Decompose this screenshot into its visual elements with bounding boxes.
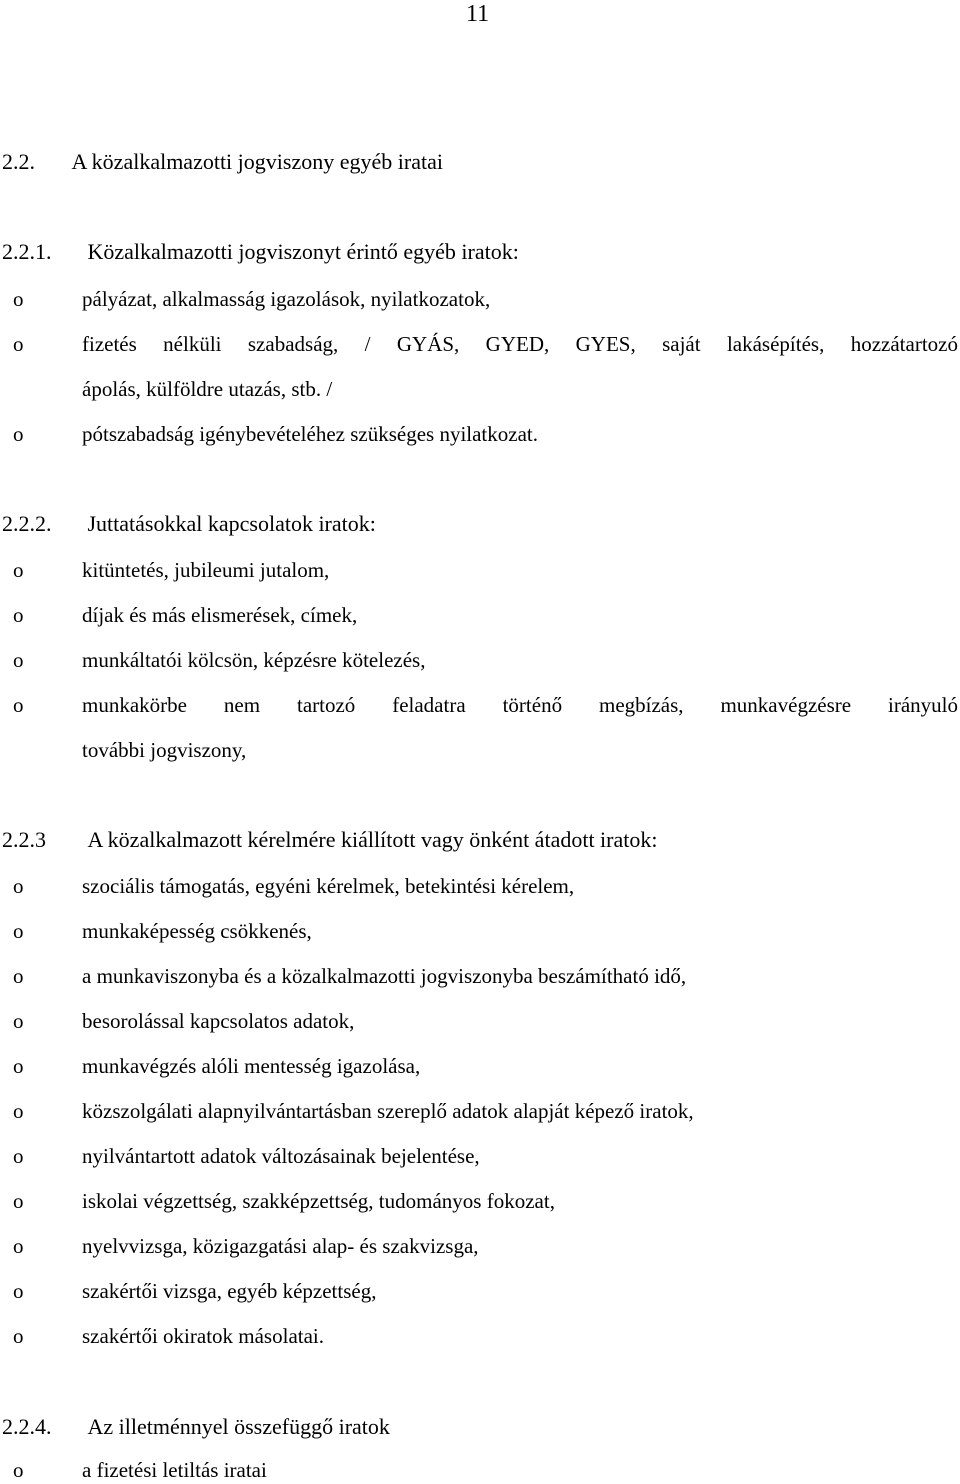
list-item [2,962,960,990]
list-item-text: munkakörbe nem tartozó feladatra történő megbízás, munkavégzésre irányuló [82,693,958,717]
list-item-text: kitüntetés, jubileumi jutalom, [82,558,330,582]
bullet-icon: o [13,693,24,717]
list-item [2,1322,960,1350]
list-item [2,1277,960,1305]
bullet-icon: o [13,648,24,672]
subsection-title: Juttatásokkal kapcsolatok iratok: [87,511,376,536]
list-item-text: munkavégzés alóli mentesség igazolása, [82,1054,421,1078]
list-item-text: munkaképesség csökkenés, [82,919,312,943]
subsection-heading-1 [2,238,519,266]
subsection-number: 2.2.2. [2,511,52,536]
list-item-text: szakértői vizsga, egyéb képzettség, [82,1279,377,1303]
list-item-text: szociális támogatás, egyéni kérelmek, betekintési kérelem, [82,874,575,898]
list-item [2,420,960,448]
list-item [2,330,960,358]
list-item-text: nyilvántartott adatok változásainak bejelentése, [82,1144,480,1168]
list-item [2,285,960,313]
bullet-icon: o [13,1144,24,1168]
list-item-text: besorolással kapcsolatos adatok, [82,1009,355,1033]
section-number: 2.2. [2,149,35,174]
list-item-text: nyelvvizsga, közigazgatási alap- és szakvizsga, [82,1234,479,1258]
list-item-text: pályázat, alkalmasság igazolások, nyilatkozatok, [82,287,491,311]
section-title: A közalkalmazotti jogviszony egyéb iratai [71,149,443,174]
subsection-heading-2 [2,510,376,538]
bullet-icon: o [13,1189,24,1213]
bullet-icon: o [13,558,24,582]
bullet-icon: o [13,874,24,898]
bullet-icon: o [13,1279,24,1303]
list-item [2,601,960,629]
list-item-text: a munkaviszonyba és a közalkalmazotti jogviszonyba beszámítható idő, [82,964,687,988]
bullet-icon: o [13,964,24,988]
list-item [2,1187,960,1215]
list-item [2,1007,960,1035]
list-item-text: fizetés nélküli szabadság, / GYÁS, GYED, GYES, saját lakásépítés, hozzátartozó [82,332,958,356]
list-item-text: ápolás, külföldre utazás, stb. / [82,377,333,401]
list-item-continuation [2,375,960,403]
bullet-icon: o [13,1009,24,1033]
section-heading [2,148,443,176]
list-item [2,917,960,945]
list-item [2,646,960,674]
subsection-title: Az illetménnyel összefüggő iratok [87,1414,390,1439]
bullet-icon: o [13,919,24,943]
page-number: 11 [466,1,490,27]
bullet-icon: o [13,422,24,446]
subsection-heading-4 [2,1413,390,1441]
subsection-title: A közalkalmazott kérelmére kiállított vagy önként átadott iratok: [87,827,658,852]
list-item [2,1232,960,1260]
list-item-text: közszolgálati alapnyilvántartásban szereplő adatok alapját képező iratok, [82,1099,694,1123]
list-item [2,1456,960,1484]
list-item-text: iskolai végzettség, szakképzettség, tudományos fokozat, [82,1189,555,1213]
bullet-icon: o [13,1324,24,1348]
bullet-icon: o [13,603,24,627]
subsection-number: 2.2.4. [2,1414,52,1439]
list-item [2,1097,960,1125]
bullet-icon: o [13,332,24,356]
list-item [2,1052,960,1080]
list-item-text: pótszabadság igénybevételéhez szükséges nyilatkozat. [82,422,538,446]
list-item [2,872,960,900]
list-item-text: szakértői okiratok másolatai. [82,1324,325,1348]
list-item-continuation [2,736,960,764]
list-item-text: a fizetési letiltás iratai [82,1458,267,1482]
list-item [2,556,960,584]
list-item-text: díjak és más elismerések, címek, [82,603,358,627]
subsection-number: 2.2.1. [2,239,52,264]
bullet-icon: o [13,1099,24,1123]
bullet-icon: o [13,287,24,311]
list-item-text: további jogviszony, [82,738,247,762]
list-item-text: munkáltatói kölcsön, képzésre kötelezés, [82,648,426,672]
subsection-number: 2.2.3 [2,827,46,852]
list-item [2,691,960,719]
bullet-icon: o [13,1458,24,1482]
subsection-heading-3 [2,826,657,854]
list-item [2,1142,960,1170]
subsection-title: Közalkalmazotti jogviszonyt érintő egyéb iratok: [87,239,519,264]
bullet-icon: o [13,1054,24,1078]
bullet-icon: o [13,1234,24,1258]
